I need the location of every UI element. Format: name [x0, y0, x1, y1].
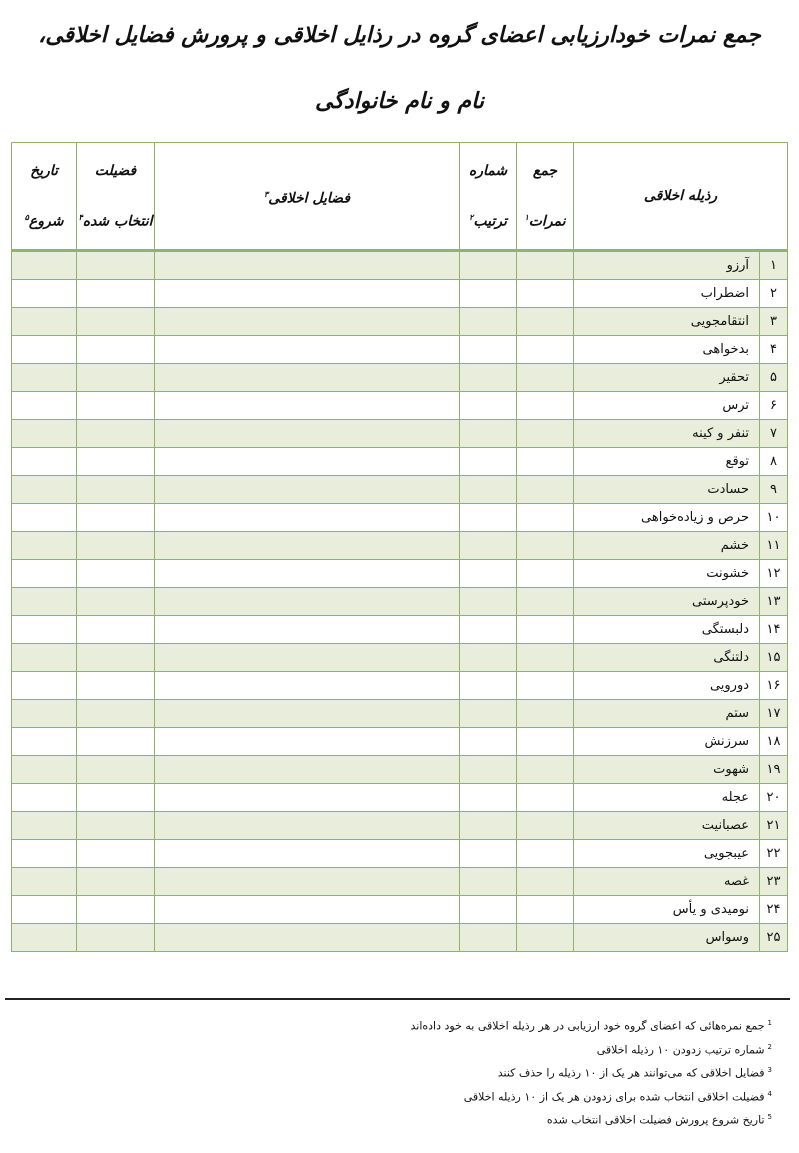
virtues-cell[interactable]: [155, 924, 460, 952]
table-row: [12, 868, 788, 896]
vice-name: آرزو: [574, 251, 760, 280]
row-number: ۱۰: [760, 504, 788, 532]
vice-name: حرص و زیاده‌خواهی: [574, 504, 760, 532]
virtues-cell[interactable]: [155, 840, 460, 868]
table-row: [12, 616, 788, 644]
total-scores-cell[interactable]: [517, 251, 574, 280]
start-date-cell[interactable]: [12, 392, 77, 420]
start-date-cell[interactable]: [12, 251, 77, 280]
row-number: ۵: [760, 364, 788, 392]
total-scores-cell[interactable]: [517, 476, 574, 504]
chosen-virtue-cell[interactable]: [77, 700, 155, 728]
virtues-cell[interactable]: [155, 588, 460, 616]
vice-name: شهوت: [574, 756, 760, 784]
row-number: ۱۶: [760, 672, 788, 700]
table-row: [12, 364, 788, 392]
virtues-cell[interactable]: [155, 392, 460, 420]
table-row: [12, 784, 788, 812]
row-number: ۲۴: [760, 896, 788, 924]
virtues-cell[interactable]: [155, 812, 460, 840]
name-field-label: نام و نام خانوادگی: [314, 88, 484, 114]
rank-cell[interactable]: [460, 504, 517, 532]
rank-cell[interactable]: [460, 896, 517, 924]
table-row: [12, 728, 788, 756]
chosen-virtue-cell[interactable]: [77, 364, 155, 392]
row-number: ۲۵: [760, 924, 788, 952]
vice-name: عجله: [574, 784, 760, 812]
vice-name: انتقامجویی: [574, 308, 760, 336]
virtues-cell[interactable]: [155, 728, 460, 756]
start-date-cell[interactable]: [12, 868, 77, 896]
header-total-scores: جمع نمرات$^۱$: [517, 143, 574, 251]
row-number: ۱۸: [760, 728, 788, 756]
table-row: [12, 756, 788, 784]
vice-name: تنفر و کینه: [574, 420, 760, 448]
chosen-virtue-cell[interactable]: [77, 532, 155, 560]
virtues-cell[interactable]: [155, 251, 460, 280]
chosen-virtue-cell[interactable]: [77, 840, 155, 868]
total-scores-cell[interactable]: [517, 448, 574, 476]
start-date-cell[interactable]: [12, 336, 77, 364]
header-virtues: فضایل اخلاقی$^۳$: [155, 143, 460, 251]
rank-cell[interactable]: [460, 336, 517, 364]
row-number: ۶: [760, 392, 788, 420]
virtues-cell[interactable]: [155, 280, 460, 308]
header-rank: شماره ترتیب$^۲$: [460, 143, 517, 251]
vice-name: تحقیر: [574, 364, 760, 392]
chosen-virtue-cell[interactable]: [77, 560, 155, 588]
start-date-cell[interactable]: [12, 364, 77, 392]
rank-cell[interactable]: [460, 420, 517, 448]
virtues-cell[interactable]: [155, 868, 460, 896]
footnotes: [172, 1012, 772, 1130]
virtues-cell[interactable]: [155, 532, 460, 560]
virtues-cell[interactable]: [155, 448, 460, 476]
total-scores-cell[interactable]: [517, 560, 574, 588]
footnote-text: فضایل اخلاقی که می‌توانند هر یک از ۱۰ رذیله را حذف کنند: [497, 1066, 765, 1080]
total-scores-cell[interactable]: [517, 728, 574, 756]
row-number: ۷: [760, 420, 788, 448]
vice-name: ترس: [574, 392, 760, 420]
total-scores-cell[interactable]: [517, 588, 574, 616]
chosen-virtue-cell[interactable]: [77, 336, 155, 364]
total-scores-cell[interactable]: [517, 672, 574, 700]
start-date-cell[interactable]: [12, 532, 77, 560]
rank-cell[interactable]: [460, 280, 517, 308]
virtues-cell[interactable]: [155, 644, 460, 672]
footnote-text: شماره ترتیب زدودن ۱۰ رذیله اخلاقی: [596, 1043, 765, 1057]
total-scores-cell[interactable]: [517, 812, 574, 840]
start-date-cell[interactable]: [12, 448, 77, 476]
rank-cell[interactable]: [460, 308, 517, 336]
start-date-cell[interactable]: [12, 728, 77, 756]
table-row: [12, 308, 788, 336]
total-scores-cell[interactable]: [517, 644, 574, 672]
header-vice: رذیله اخلاقی: [574, 143, 788, 251]
virtues-cell[interactable]: [155, 420, 460, 448]
table-row: [12, 924, 788, 952]
chosen-virtue-cell[interactable]: [77, 448, 155, 476]
footnote-mark: 2: [767, 1042, 772, 1051]
table-row: [12, 812, 788, 840]
total-scores-cell[interactable]: [517, 756, 574, 784]
chosen-virtue-cell[interactable]: [77, 728, 155, 756]
vice-name: خودپرستی: [574, 588, 760, 616]
table-row: [12, 588, 788, 616]
total-scores-cell[interactable]: [517, 280, 574, 308]
vice-name: عیبجویی: [574, 840, 760, 868]
vice-name: غصه: [574, 868, 760, 896]
table-row: [12, 840, 788, 868]
total-scores-cell[interactable]: [517, 392, 574, 420]
footnote-item: [172, 1106, 772, 1130]
chosen-virtue-cell[interactable]: [77, 588, 155, 616]
footnote-mark: 5: [767, 1113, 772, 1121]
start-date-cell[interactable]: [12, 700, 77, 728]
vice-name: ستم: [574, 700, 760, 728]
start-date-cell[interactable]: [12, 504, 77, 532]
table-row: [12, 672, 788, 700]
vice-name: دورویی: [574, 672, 760, 700]
virtues-cell[interactable]: [155, 504, 460, 532]
rank-cell[interactable]: [460, 924, 517, 952]
chosen-virtue-cell[interactable]: [77, 784, 155, 812]
chosen-virtue-cell[interactable]: [77, 280, 155, 308]
rank-cell[interactable]: [460, 644, 517, 672]
rank-cell[interactable]: [460, 756, 517, 784]
row-number: ۱۲: [760, 560, 788, 588]
virtues-cell[interactable]: [155, 336, 460, 364]
chosen-virtue-cell[interactable]: [77, 251, 155, 280]
rank-cell[interactable]: [460, 812, 517, 840]
vice-name: خشونت: [574, 560, 760, 588]
row-number: ۱: [760, 251, 788, 280]
footnote-text: جمع نمره‌هائی که اعضای گروه خود ارزیابی در هر رذیله اخلاقی به خود داده‌اند: [410, 1019, 765, 1033]
virtues-cell[interactable]: [155, 672, 460, 700]
footnote-mark: 3: [767, 1066, 772, 1074]
vice-name: دلبستگی: [574, 616, 760, 644]
chosen-virtue-cell[interactable]: [77, 896, 155, 924]
vice-name: خشم: [574, 532, 760, 560]
virtues-cell[interactable]: [155, 700, 460, 728]
rank-cell[interactable]: [460, 476, 517, 504]
table-row: [12, 700, 788, 728]
vice-name: توقع: [574, 448, 760, 476]
total-scores-cell[interactable]: [517, 336, 574, 364]
row-number: ۹: [760, 476, 788, 504]
vice-name: اضطراب: [574, 280, 760, 308]
footnote-divider: [5, 998, 790, 1000]
rank-cell[interactable]: [460, 868, 517, 896]
virtues-cell[interactable]: [155, 616, 460, 644]
row-number: ۲۱: [760, 812, 788, 840]
rank-cell[interactable]: [460, 728, 517, 756]
table-row: [12, 280, 788, 308]
total-scores-cell[interactable]: [517, 532, 574, 560]
total-scores-cell[interactable]: [517, 896, 574, 924]
start-date-cell[interactable]: [12, 616, 77, 644]
chosen-virtue-cell[interactable]: [77, 616, 155, 644]
start-date-cell[interactable]: [12, 896, 77, 924]
vice-name: حسادت: [574, 476, 760, 504]
virtues-cell[interactable]: [155, 756, 460, 784]
table-row: [12, 896, 788, 924]
rank-cell[interactable]: [460, 364, 517, 392]
total-scores-cell[interactable]: [517, 420, 574, 448]
chosen-virtue-cell[interactable]: [77, 924, 155, 952]
table-row: [12, 392, 788, 420]
rank-cell[interactable]: [460, 672, 517, 700]
row-number: ۱۵: [760, 644, 788, 672]
start-date-cell[interactable]: [12, 308, 77, 336]
start-date-cell[interactable]: [12, 784, 77, 812]
start-date-cell[interactable]: [12, 812, 77, 840]
vice-name: وسواس: [574, 924, 760, 952]
total-scores-cell[interactable]: [517, 616, 574, 644]
total-scores-cell[interactable]: [517, 840, 574, 868]
rank-cell[interactable]: [460, 840, 517, 868]
footnote-item: [172, 1083, 772, 1107]
table-row: [12, 251, 788, 280]
table-row: [12, 504, 788, 532]
start-date-cell[interactable]: [12, 644, 77, 672]
row-number: ۲۳: [760, 868, 788, 896]
vices-table: [11, 142, 788, 952]
row-number: ۸: [760, 448, 788, 476]
total-scores-cell[interactable]: [517, 308, 574, 336]
chosen-virtue-cell[interactable]: [77, 756, 155, 784]
total-scores-cell[interactable]: [517, 868, 574, 896]
rank-cell[interactable]: [460, 392, 517, 420]
table-row: [12, 532, 788, 560]
table-row: [12, 420, 788, 448]
virtues-cell[interactable]: [155, 784, 460, 812]
vice-name: بدخواهی: [574, 336, 760, 364]
vice-name: سرزنش: [574, 728, 760, 756]
chosen-virtue-cell[interactable]: [77, 812, 155, 840]
rank-cell[interactable]: [460, 588, 517, 616]
rank-cell[interactable]: [460, 784, 517, 812]
chosen-virtue-cell[interactable]: [77, 476, 155, 504]
footnote-item: [172, 1012, 772, 1036]
row-number: ۱۷: [760, 700, 788, 728]
start-date-cell[interactable]: [12, 840, 77, 868]
table-header-row: [12, 143, 788, 251]
footnote-text: تاریخ شروع پرورش فضیلت اخلاقی انتخاب شده: [546, 1113, 765, 1127]
header-chosen-virtue: فضیلت انتخاب شده$^۴$: [77, 143, 155, 251]
chosen-virtue-cell[interactable]: [77, 672, 155, 700]
vice-name: عصبانیت: [574, 812, 760, 840]
vice-name: نومیدی و یأس: [574, 896, 760, 924]
row-number: ۱۱: [760, 532, 788, 560]
row-number: ۴: [760, 336, 788, 364]
virtues-cell[interactable]: [155, 308, 460, 336]
rank-cell[interactable]: [460, 251, 517, 280]
start-date-cell[interactable]: [12, 476, 77, 504]
table-row: [12, 560, 788, 588]
virtues-cell[interactable]: [155, 560, 460, 588]
table-row: [12, 336, 788, 364]
footnote-item: [172, 1059, 772, 1083]
total-scores-cell[interactable]: [517, 364, 574, 392]
row-number: ۲۰: [760, 784, 788, 812]
virtues-cell[interactable]: [155, 476, 460, 504]
total-scores-cell[interactable]: [517, 924, 574, 952]
total-scores-cell[interactable]: [517, 700, 574, 728]
chosen-virtue-cell[interactable]: [77, 420, 155, 448]
footnote-mark: 4: [767, 1089, 772, 1098]
rank-cell[interactable]: [460, 532, 517, 560]
rank-cell[interactable]: [460, 616, 517, 644]
total-scores-cell[interactable]: [517, 504, 574, 532]
chosen-virtue-cell[interactable]: [77, 644, 155, 672]
start-date-cell[interactable]: [12, 280, 77, 308]
rank-cell[interactable]: [460, 448, 517, 476]
table-row: [12, 644, 788, 672]
start-date-cell[interactable]: [12, 924, 77, 952]
chosen-virtue-cell[interactable]: [77, 504, 155, 532]
vice-name: دلتنگی: [574, 644, 760, 672]
start-date-cell[interactable]: [12, 420, 77, 448]
start-date-cell[interactable]: [12, 672, 77, 700]
row-number: ۲۲: [760, 840, 788, 868]
row-number: ۲: [760, 280, 788, 308]
rank-cell[interactable]: [460, 700, 517, 728]
header-start-date: تاریخ شروع$^۵$: [12, 143, 77, 251]
virtues-cell[interactable]: [155, 364, 460, 392]
table-row: [12, 448, 788, 476]
row-number: ۱۳: [760, 588, 788, 616]
footnote-mark: 1: [767, 1019, 772, 1027]
chosen-virtue-cell[interactable]: [77, 392, 155, 420]
table-row: [12, 476, 788, 504]
row-number: ۱۹: [760, 756, 788, 784]
start-date-cell[interactable]: [12, 756, 77, 784]
footnote-text: فضیلت اخلاقی انتخاب شده برای زدودن هر یک از ۱۰ رذیله اخلاقی: [463, 1090, 765, 1104]
row-number: ۳: [760, 308, 788, 336]
rank-cell[interactable]: [460, 560, 517, 588]
page-title: جمع نمرات خودارزیابی اعضای گروه در رذایل اخلاقی و پرورش فضایل اخلاقی،: [38, 22, 761, 48]
start-date-cell[interactable]: [12, 560, 77, 588]
footnote-item: [172, 1036, 772, 1060]
start-date-cell[interactable]: [12, 588, 77, 616]
virtues-cell[interactable]: [155, 896, 460, 924]
chosen-virtue-cell[interactable]: [77, 868, 155, 896]
total-scores-cell[interactable]: [517, 784, 574, 812]
chosen-virtue-cell[interactable]: [77, 308, 155, 336]
row-number: ۱۴: [760, 616, 788, 644]
